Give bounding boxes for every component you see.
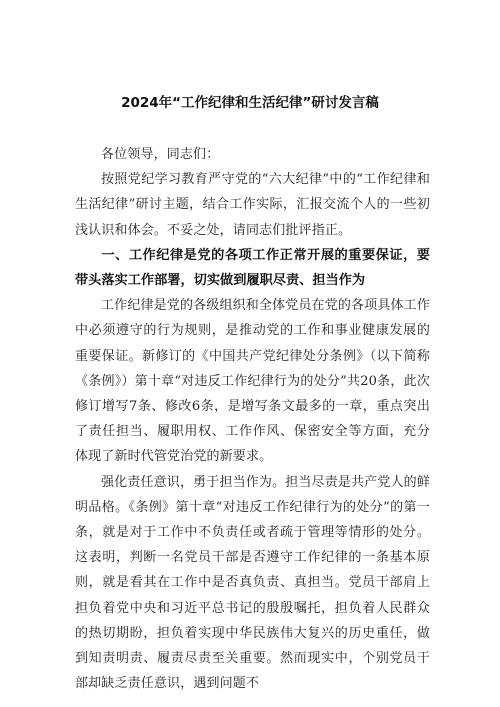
salutation: 各位领导，同志们： bbox=[101, 147, 220, 162]
section-heading-1: 一、工作纪律是党的各项工作正常开展的重要保证，要带头落实工作部署，切实做到履职尽责、担当作为 bbox=[75, 247, 430, 289]
paragraph-1: 工作纪律是党的各级组织和全体党员在党的各项具体工作中必须遵守的行为规则，是推动党的工作和事业健康发展的重要保证。新修订的《中国共产党纪律处分条例》（以下简称《条例》）第十章“对违反工作纪律行为的处分”共20条，此次修订增写7条、修改6条，是增写条文最多的一章，重点突出了责任担当、履职用权、工作作风、保密安全等方面，充分体现了新时代管党治党的新要求。 bbox=[75, 298, 430, 465]
paragraph-2: 强化责任意识，勇于担当作为。担当尽责是共产党人的鲜明品格。《条例》第十章“对违反工作纪律行为的处分”的第一条，就是对于工作中不负责任或者疏于管理等情形的处分。这表明，判断一名党员干部是否遵守工作纪律的一条基本原则，就是看其在工作中是否真负责、真担当。党员干部肩上担负着党中央和习近平总书记的殷殷嘱托，担负着人民群众的热切期盼，担负着实现中华民族伟大复兴的历史重任，做到知责明责、履责尽责至关重要。然而现实中，个别党员干部却缺乏责任意识，遇到问题不 bbox=[75, 474, 430, 692]
document-title: 2024年“工作纪律和生活纪律”研讨发言稿 bbox=[121, 95, 379, 111]
document-body bbox=[75, 142, 430, 696]
intro-paragraph: 按照党纪学习教育严守党的“六大纪律”中的“工作纪律和生活纪律”研讨主题，结合工作实际，汇报交流个人的一些初浅认识和体会。不妥之处，请同志们批评指正。 bbox=[75, 172, 430, 238]
